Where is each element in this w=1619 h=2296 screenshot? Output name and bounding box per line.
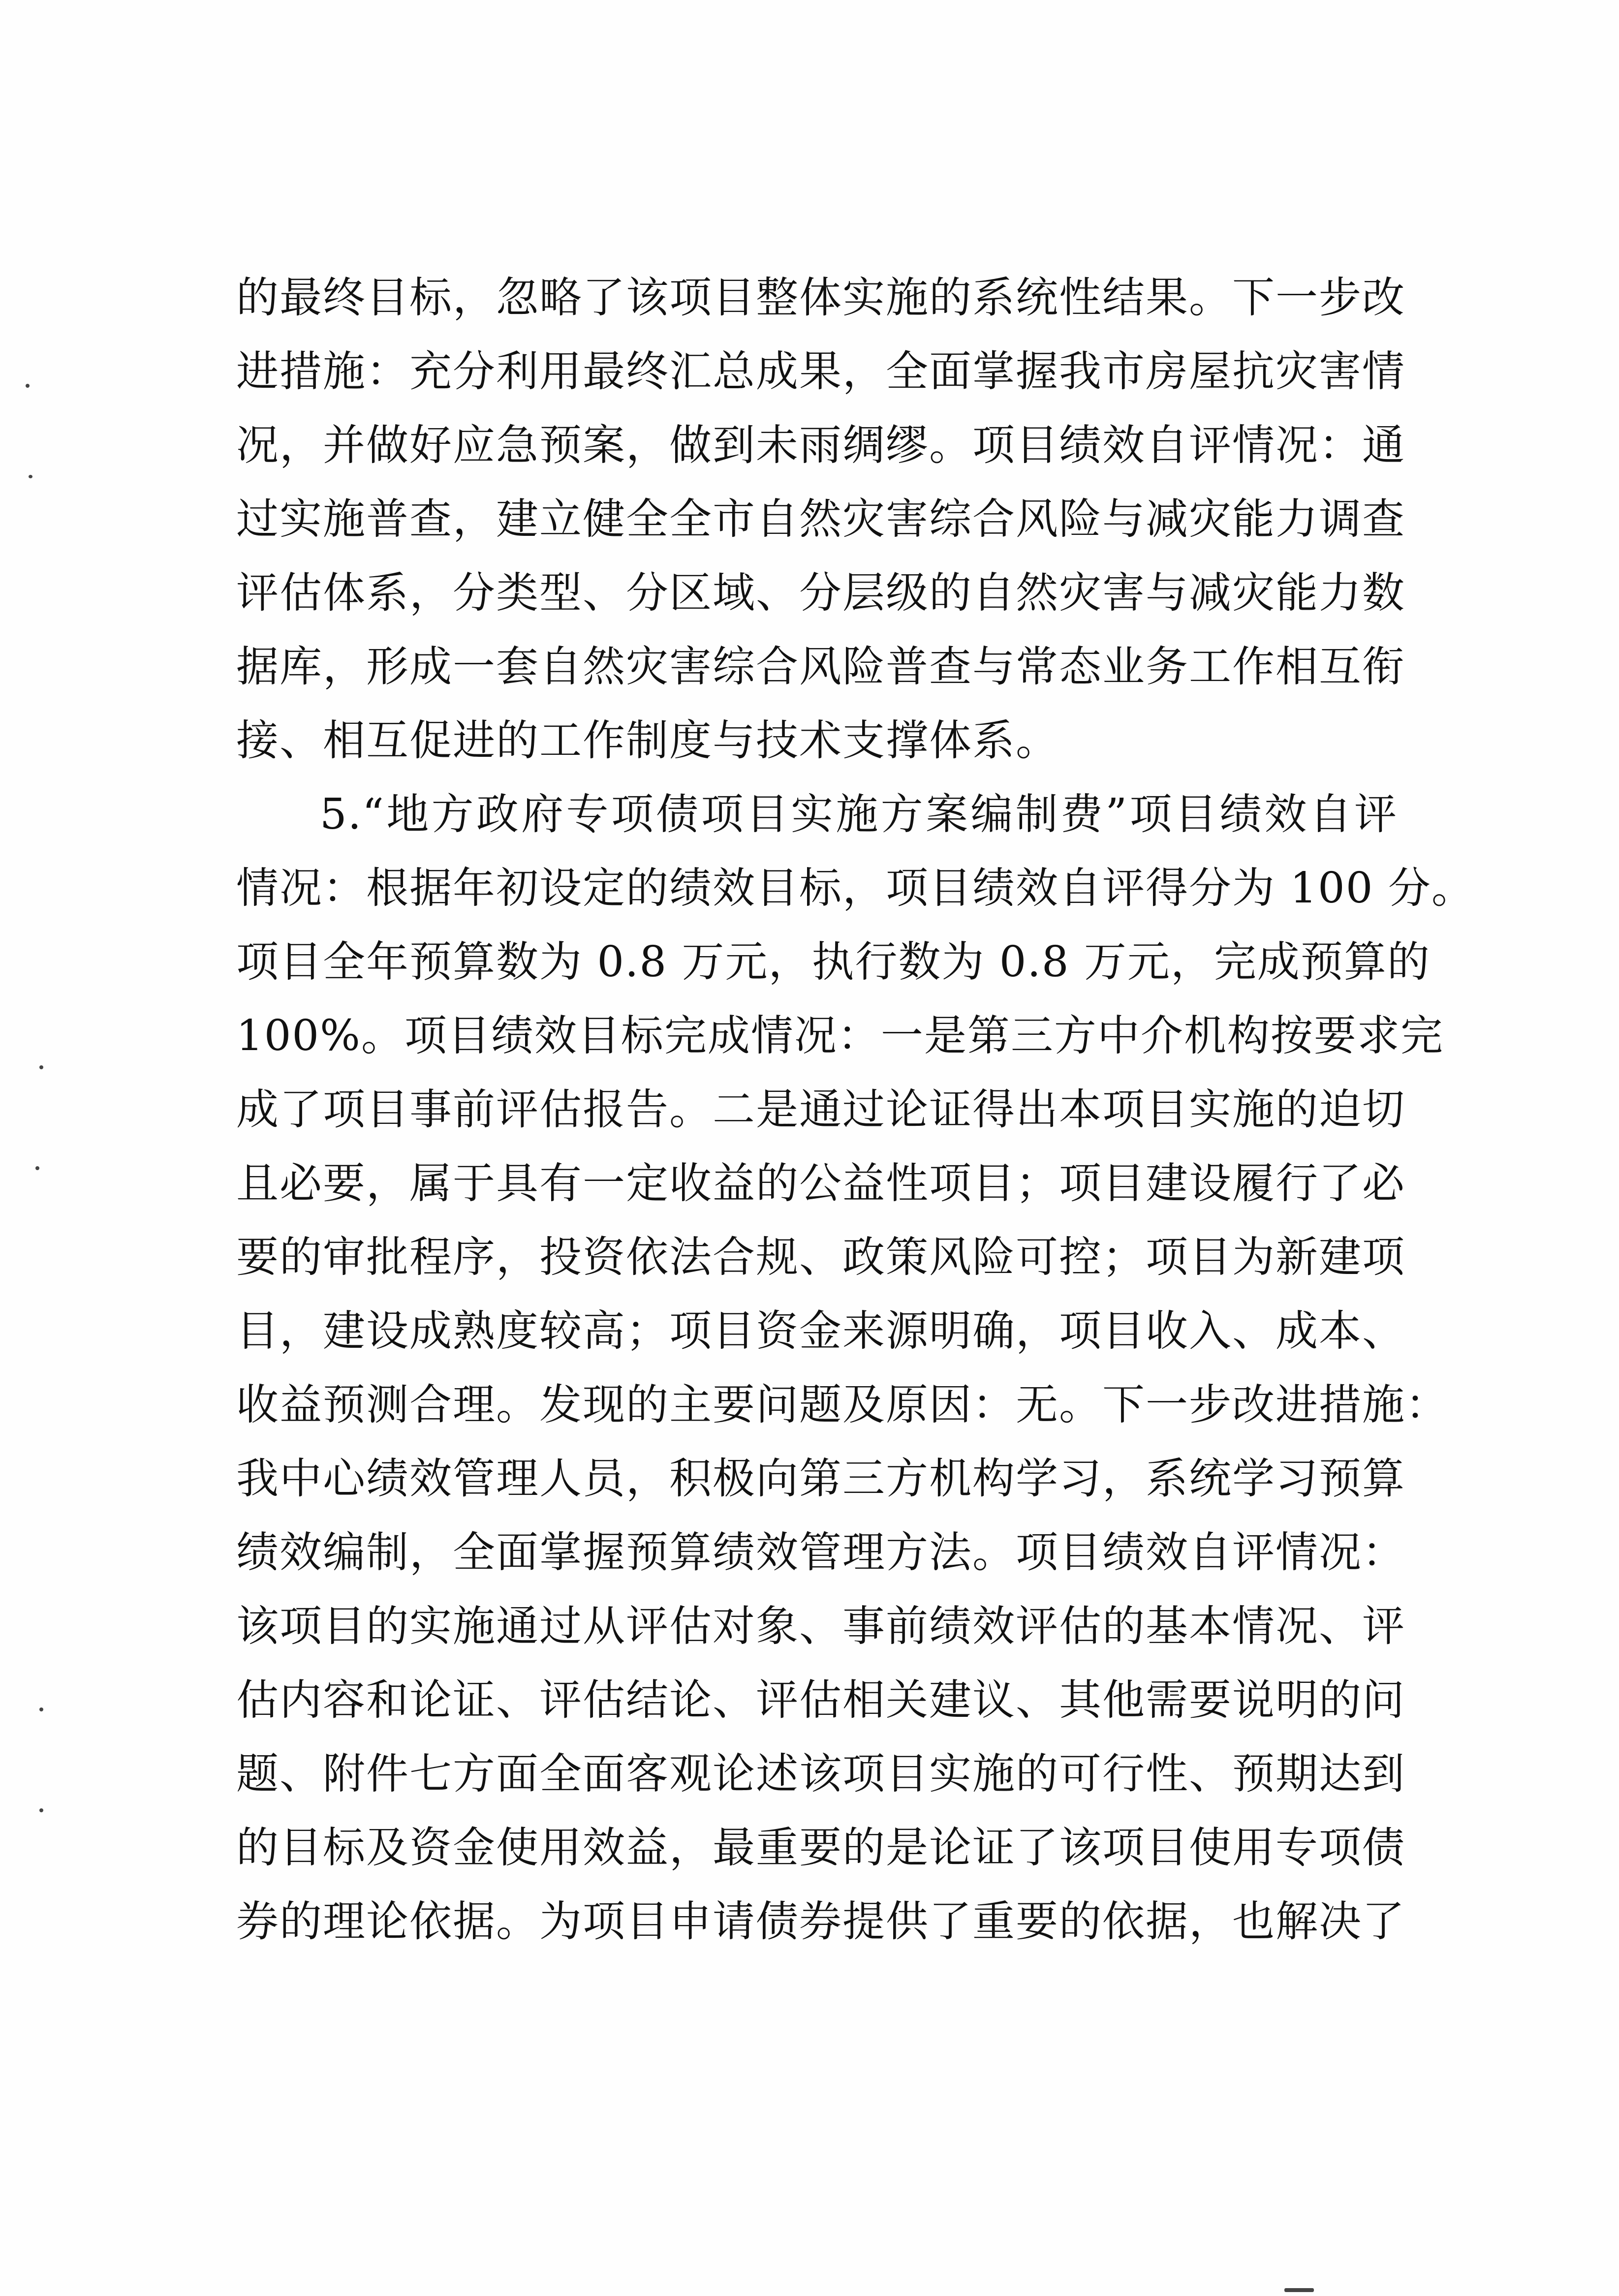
text-line: 的最终目标，忽略了该项目整体实施的系统性结果。下一步改 <box>236 273 1405 322</box>
paragraph-1 <box>236 261 1405 777</box>
text-line: 要的审批程序，投资依法合规、政策风险可控；项目为新建项 <box>236 1233 1405 1282</box>
text-line: 的目标及资金使用效益，最重要的是论证了该项目使用专项债 <box>236 1823 1405 1872</box>
text-line: 收益预测合理。发现的主要问题及原因：无。下一步改进措施： <box>236 1380 1449 1429</box>
scan-speck <box>29 475 32 478</box>
scan-speck <box>39 1707 43 1711</box>
text-line: 且必要，属于具有一定收益的公益性项目；项目建设履行了必 <box>236 1159 1405 1208</box>
text-line: 券的理论依据。为项目申请债券提供了重要的依据，也解决了 <box>236 1897 1405 1946</box>
text-line: 接、相互促进的工作制度与技术支撑体系。 <box>236 716 1059 765</box>
paragraph-2 <box>236 777 1475 1958</box>
text-line: 情况：根据年初设定的绩效目标，项目绩效自评得分为 100 分。 <box>236 864 1475 913</box>
text-line: 该项目的实施通过从评估对象、事前绩效评估的基本情况、评 <box>236 1602 1405 1651</box>
text-line: 评估体系，分类型、分区域、分层级的自然灾害与减灾能力数 <box>236 568 1405 618</box>
text-line: 我中心绩效管理人员，积极向第三方机构学习，系统学习预算 <box>236 1454 1405 1503</box>
scan-speck <box>39 1065 43 1069</box>
text-line: 5.“地方政府专项债项目实施方案编制费”项目绩效自评 <box>320 790 1398 839</box>
scan-speck <box>1284 2288 1314 2292</box>
text-line: 目，建设成熟度较高；项目资金来源明确，项目收入、成本、 <box>236 1306 1405 1356</box>
scan-speck <box>39 1808 43 1812</box>
text-line: 项目全年预算数为 0.8 万元，执行数为 0.8 万元，完成预算的 <box>236 937 1431 987</box>
text-line: 估内容和论证、评估结论、评估相关建议、其他需要说明的问 <box>236 1675 1405 1725</box>
scan-speck <box>26 384 30 388</box>
text-line: 题、附件七方面全面客观论述该项目实施的可行性、预期达到 <box>236 1749 1405 1799</box>
text-line: 成了项目事前评估报告。二是通过论证得出本项目实施的迫切 <box>236 1085 1405 1134</box>
scan-speck <box>35 1166 39 1170</box>
text-line: 况，并做好应急预案，做到未雨绸缪。项目绩效自评情况：通 <box>236 421 1405 470</box>
text-line: 进措施：充分利用最终汇总成果，全面掌握我市房屋抗灾害情 <box>236 347 1405 396</box>
text-line: 100%。项目绩效目标完成情况：一是第三方中介机构按要求完 <box>236 1011 1444 1060</box>
text-line: 据库，形成一套自然灾害综合风险普查与常态业务工作相互衔 <box>236 642 1405 691</box>
document-body <box>236 261 1475 1958</box>
text-line: 过实施普查，建立健全全市自然灾害综合风险与减灾能力调查 <box>236 495 1405 544</box>
text-line: 绩效编制，全面掌握预算绩效管理方法。项目绩效自评情况： <box>236 1528 1405 1577</box>
